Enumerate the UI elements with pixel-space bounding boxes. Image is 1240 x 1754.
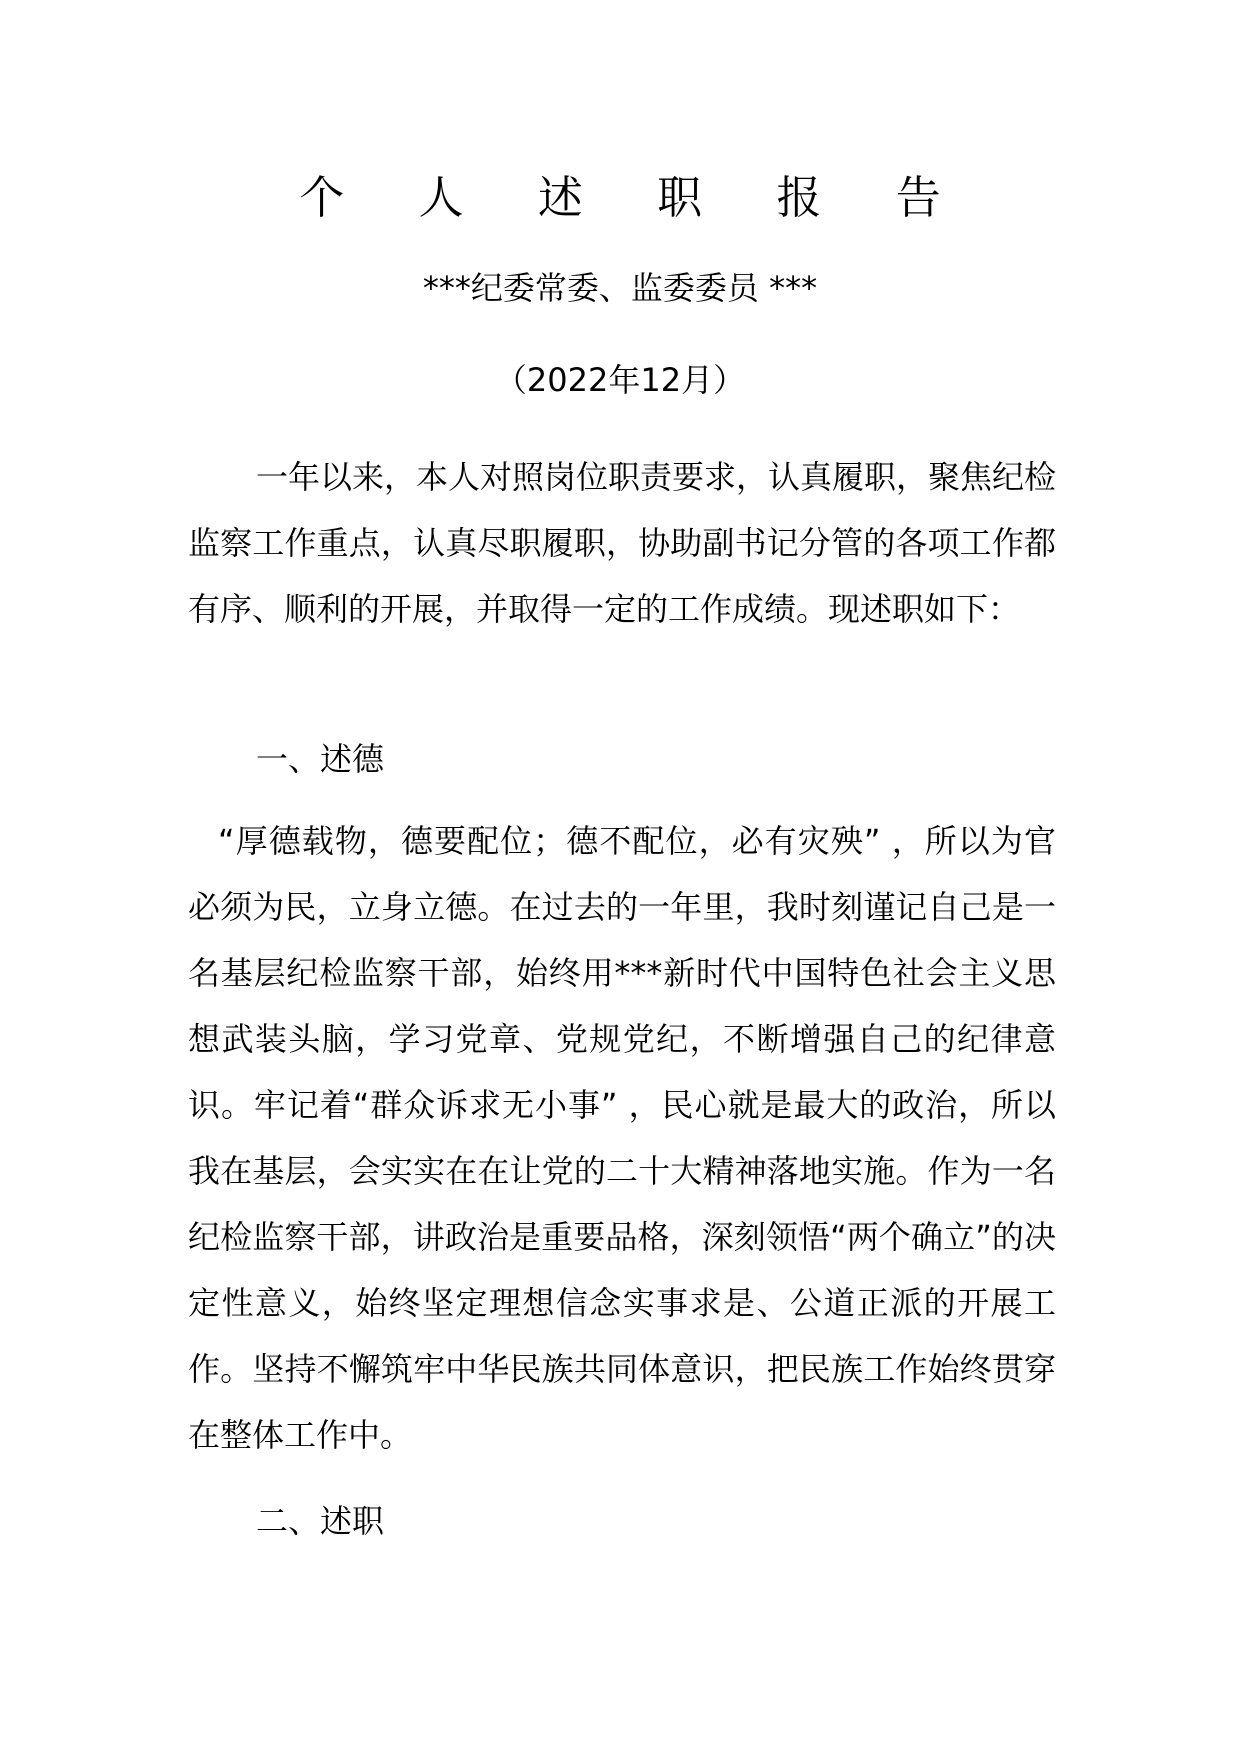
document-subtitle: ***纪委常委、监委委员 *** — [422, 269, 818, 307]
document-date: （2022年12月） — [494, 361, 746, 399]
section-heading-duty: 二、述职 — [256, 1502, 385, 1540]
virtue-paragraph: “厚德载物，德要配位；德不配位，必有灾殃” ，所以为官必须为民，立身立德。在过去的一年里，我时刻谨记自己是一名基层纪检监察干部，始终用***新时代中国特色社会主义思想武装头脑，学习党章、党规党纪，不断增强自己的纪律意识。牢记着“群众诉求无小事” ，民心就是最大的政治，所以我在基层，会实实在在让党的二十大精神落地实施。作为一名纪检监察干部，讲政治是重要品格，深刻领悟“两个确立”的决定性意义，始终坚定理想信念实事求是、公道正派的开展工作。坚持不懈筑牢中华民族共同体意识，把民族工作始终贯穿在整体工作中。 — [188, 822, 1056, 1454]
section-heading-virtue: 一、述德 — [256, 740, 385, 778]
intro-paragraph: 一年以来，本人对照岗位职责要求，认真履职，聚焦纪检监察工作重点，认真尽职履职，协助副书记分管的各项工作都有序、顺利的开展，并取得一定的工作成绩。现述职如下： — [188, 458, 1057, 628]
document-title: 个 人 述 职 报 告 — [299, 171, 971, 224]
